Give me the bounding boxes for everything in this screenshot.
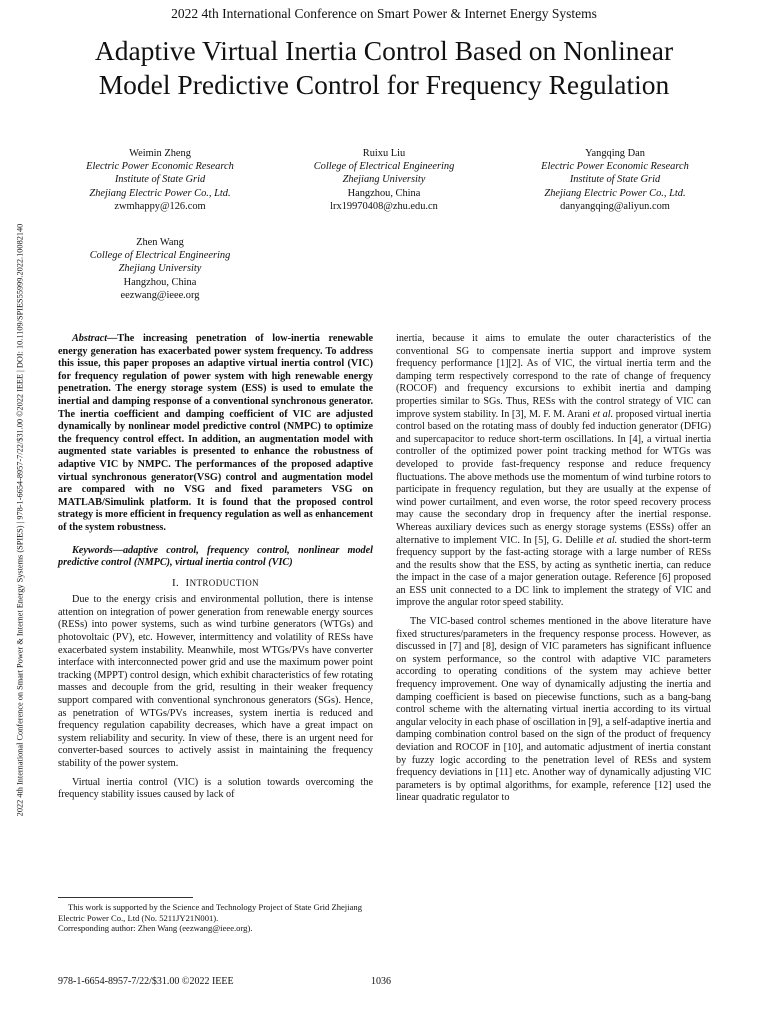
et-al: et al. bbox=[596, 534, 618, 546]
doi-sidebar bbox=[12, 160, 28, 880]
author-affiliation: College of Electrical Engineering bbox=[313, 161, 455, 173]
section-number: I. bbox=[171, 576, 180, 589]
author-email: danyangqing@aliyun.com bbox=[560, 200, 670, 212]
left-column bbox=[58, 333, 373, 802]
text-run: proposed virtual inertia control based on the rotating mass of doubly fed induction generator (DFIG) and supercapacitor to reduce short-term oscillations. In [4], a virtual inertia controller of the optimized power point tracking method for WTGs was developed to provide fast-frequency response and reduce frequency fluctuations. The above methods use the momentum of wind turbine rotors to participate in frequency regulation, but they are usually at the expense of wind power curtailment, and even worse, the rotor speed recovery process may cause the secondary drop in frequency after the inertial response. Whereas auxiliary devices such as energy storage systems (ESSs) offer an alternative to implement VIC. In [5], G. Delille bbox=[396, 408, 712, 546]
author-affiliation: Institute of State Grid bbox=[569, 174, 661, 186]
author-affiliation: Zhejiang University bbox=[118, 263, 202, 275]
doi-sidebar-text: 2022 4th International Conference on Smart Power & Internet Energy Systems (SPIES) | 978-1-6654-8957-7/22/$31.00 ©2022 IEEE | DOI: 10.1109/SPIES55999.2022.10082140 bbox=[15, 223, 25, 817]
text-run: studied the short-term frequency support by the fast-acting storage with a large number of RESs and the results show that the ESS, by acting as synthetic inertia, can reduce the impact in the case of a major generation outage. Reference [6] proposed an ESS unit connected to a DC link to implement the strategy of VIC and improve the angular rotor speed stability. bbox=[396, 534, 711, 609]
abstract-label: Abstract bbox=[72, 333, 108, 344]
author-affiliation: Electric Power Economic Research bbox=[541, 161, 689, 173]
author-block-2 bbox=[274, 147, 494, 213]
right-column bbox=[396, 333, 711, 805]
section-heading-introduction bbox=[58, 577, 373, 590]
intro-paragraph-2: Virtual inertia control (VIC) is a solution towards overcoming the frequency stability issues caused by lack of bbox=[58, 776, 373, 801]
author-block-4 bbox=[50, 236, 270, 302]
author-affiliation: College of Electrical Engineering bbox=[89, 250, 231, 262]
author-name: Yangqing Dan bbox=[585, 148, 645, 159]
intro-paragraph-1: Due to the energy crisis and environmental pollution, there is intense attention on integration of power generation from renewable energy sources (RESs) into power systems, such as wind turbine generators (WTGs) and photovoltaic (PV), etc. However, intermittency and volatility of RESs have exacerbated system instability. Meanwhile, most WTGs/PVs have converter interface with interconnected power grid and use the maximum power point tracking (MPPT) control design, which exhibit characteristics of few rotating masses and decouple from the grid, resulting in their weaker frequency support compared with conventional synchronous generators (SGs). Hence, as penetration of WTGs/PVs increases, system inertia is reduced and frequency regulation capability decreases, which have a great impact on system reliability and security. In view of these, there is an urgent need for converter-based sources to actively assist in maintaining the frequency stability of the power system. bbox=[58, 594, 373, 769]
keywords bbox=[58, 545, 373, 570]
section-title-initial: I bbox=[185, 576, 190, 589]
footnote bbox=[58, 902, 373, 934]
author-email: eezwang@ieee.org bbox=[120, 289, 200, 301]
author-name: Ruixu Liu bbox=[362, 148, 406, 159]
author-affiliation: Zhejiang University bbox=[342, 174, 426, 186]
author-block-3 bbox=[505, 147, 725, 213]
isbn-footer: 978-1-6654-8957-7/22/$31.00 ©2022 IEEE bbox=[58, 976, 234, 987]
author-name: Weimin Zheng bbox=[129, 148, 191, 159]
author-affiliation: Zhejiang Electric Power Co., Ltd. bbox=[544, 187, 686, 199]
abstract-body: —The increasing penetration of low-inertia renewable energy generation has exacerbated power system frequency. To address this issue, this paper proposes an adaptive virtual inertia control (VIC) for frequency regulation of power system with high renewable energy penetration. The energy storage system (ESS) is used to emulate the inertial and damping response of a conventional synchronous generator. The inertia coefficient and damping coefficient of VIC are adjusted dynamically by nonlinear model predictive control (NMPC) to optimize the frequency control effect. In addition, an augmentation model with augmented state variables is presented to enhance the robustness of adaptive VIC by NMPC. The performances of the proposed adaptive virtual synchronous generator(VSG) control and augmentation model are compared with no VSG and fixed parameters VSG on MATLAB/Simulink platform. It is found that the proposed control strategy is more efficient in frequency regulation as well as enhancement of the system robustness. bbox=[58, 333, 373, 533]
author-affiliation: Electric Power Economic Research bbox=[86, 161, 234, 173]
footnote-corresponding: Corresponding author: Zhen Wang (eezwang@ieee.org). bbox=[58, 923, 253, 934]
footnote-rule bbox=[58, 897, 193, 898]
et-al: et al. bbox=[592, 408, 614, 420]
author-affiliation: Institute of State Grid bbox=[114, 174, 206, 186]
keywords-label: Keywords bbox=[72, 544, 113, 556]
paper-title bbox=[20, 34, 748, 102]
author-block-1 bbox=[50, 147, 270, 213]
author-location: Hangzhou, China bbox=[347, 187, 421, 199]
abstract bbox=[58, 333, 373, 535]
section-title-rest: NTRODUCTION bbox=[189, 577, 259, 588]
title-line-2: Model Predictive Control for Frequency Regulation bbox=[98, 69, 670, 100]
conference-header: 2022 4th International Conference on Smart Power & Internet Energy Systems bbox=[171, 6, 597, 21]
author-name: Zhen Wang bbox=[136, 237, 184, 248]
author-email: zwmhappy@126.com bbox=[114, 200, 206, 212]
right-paragraph-2: The VIC-based control schemes mentioned in the above literature have fixed structures/parameters in the frequency response process. However, as discussed in [7] and [8], design of VIC parameters has significant influence on system performance, so the control with adaptive VIC parameters according to operating conditions of the system may achieve better frequency improvement. One way of dynamically adjusting the inertia and damping coefficient is based on piecewise functions, such as a bang-bang control scheme with the alternating virtual inertia according to its virtual angular velocity in each phase of oscillation in [9], a self-adaptive inertia and damping combination control based on the sign of the product of frequency deviation and ROCOF in [10], and automatic adjustment of inertia constant by fuzzy logic according to the penetration level of RESs and system frequency deviations in [11] etc. Another way of dynamically adjusting VIC parameters is by optimal algorithms, for example, reference [12] used the linear quadratic regulator to bbox=[396, 616, 711, 804]
keywords-body: —adaptive control, frequency control, nonlinear model predictive control (NMPC), virtual inertia control (VIC) bbox=[58, 544, 373, 569]
author-email: lrx19970408@zhu.edu.cn bbox=[330, 200, 438, 212]
text-run: inertia, because it aims to emulate the outer characteristics of the conventional SG to compensate inertia support and improve system frequency performance [1][2]. As of VIC, the virtual inertia term and the damping term respectively correspond to the rate of change of frequency (ROCOF) and frequency excursions to exhibit inertia and damping properties similar to SGs. Thus, RESs with the control strategy of VIC can improve system stability. In [3], M. F. M. Arani bbox=[396, 333, 711, 420]
right-paragraph-1 bbox=[396, 333, 711, 610]
page-number: 1036 bbox=[371, 976, 391, 987]
footnote-funding: This work is supported by the Science and Technology Project of State Grid Zhejiang Electric Power Co., Ltd (No. 5211JY21N001). bbox=[58, 902, 362, 923]
author-location: Hangzhou, China bbox=[123, 276, 197, 288]
title-line-1: Adaptive Virtual Inertia Control Based on Nonlinear bbox=[94, 35, 674, 66]
author-affiliation: Zhejiang Electric Power Co., Ltd. bbox=[89, 187, 231, 199]
